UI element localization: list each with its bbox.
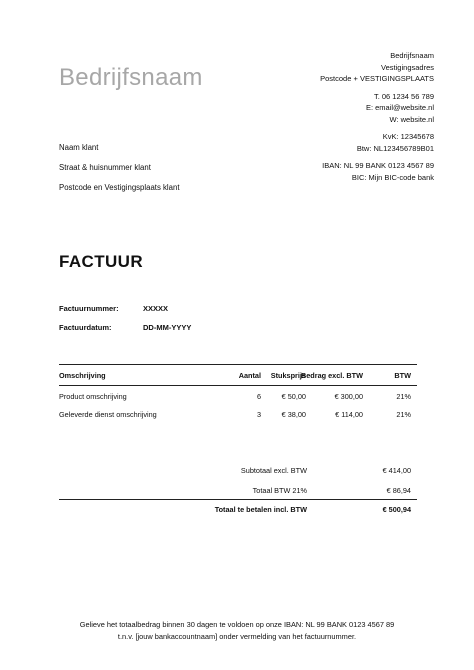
vat-total-label: Totaal BTW 21% xyxy=(252,486,307,495)
invoice-number-row xyxy=(59,304,168,313)
table-row xyxy=(59,404,417,422)
footer-line-1: Gelieve het totaalbedrag binnen 30 dagen te voldoen op onze IBAN: NL 99 BANK 0123 4567 89 xyxy=(79,620,395,629)
grand-total-value: € 500,94 xyxy=(382,505,411,514)
invoice-date-value: DD-MM-YYYY xyxy=(143,323,192,332)
invoice-title: FACTUUR xyxy=(59,252,144,271)
row-unit-price: € 38,00 xyxy=(281,410,306,419)
client-details xyxy=(59,142,180,202)
table-row xyxy=(59,386,417,404)
row-unit-price: € 50,00 xyxy=(281,392,306,401)
company-bic: BIC: Mijn BIC-code bank xyxy=(351,172,434,182)
row-quantity: 3 xyxy=(256,410,261,419)
company-phone: T. 06 1234 56 789 xyxy=(373,91,434,101)
subtotal-row xyxy=(59,461,417,479)
invoice-date-label: Factuurdatum: xyxy=(59,323,112,332)
company-website: W: website.nl xyxy=(389,114,434,124)
brand-name: Bedrijfsnaam xyxy=(59,64,203,91)
subtotal-value: € 414,00 xyxy=(382,466,411,475)
row-quantity: 6 xyxy=(256,392,261,401)
vat-total-row xyxy=(59,481,417,499)
company-name: Bedrijfsnaam xyxy=(390,51,434,60)
grand-total-row xyxy=(59,499,417,518)
company-btw: Btw: NL123456789B01 xyxy=(356,143,434,153)
invoice-number-label: Factuurnummer: xyxy=(59,304,119,313)
grand-total-label: Totaal te betalen incl. BTW xyxy=(214,505,307,514)
invoice-number-value: XXXXX xyxy=(143,304,169,313)
header-quantity: Aantal xyxy=(238,371,261,380)
company-email: E: email@website.nl xyxy=(365,103,434,112)
row-description: Geleverde dienst omschrijving xyxy=(59,410,157,419)
row-vat: 21% xyxy=(396,410,411,419)
company-city: Postcode + VESTIGINGSPLAATS xyxy=(320,74,434,83)
client-city: Postcode en Vestigingsplaats klant xyxy=(59,183,180,192)
row-amount: € 114,00 xyxy=(335,410,363,419)
company-kvk: KvK: 12345678 xyxy=(382,132,434,141)
header-unit-price: Stuksprijs xyxy=(270,371,306,380)
header-vat: BTW xyxy=(394,371,411,380)
header-amount-excl-vat: Bedrag excl. BTW xyxy=(300,371,363,380)
client-street: Straat & huisnummer klant xyxy=(59,163,151,172)
row-description: Product omschrijving xyxy=(59,392,127,401)
subtotal-label: Subtotaal excl. BTW xyxy=(240,466,307,475)
table-header xyxy=(59,364,417,386)
company-details xyxy=(320,50,434,183)
company-iban: IBAN: NL 99 BANK 0123 4567 89 xyxy=(322,161,434,170)
invoice-date-row xyxy=(59,323,191,332)
row-vat: 21% xyxy=(396,392,411,401)
row-amount: € 300,00 xyxy=(334,392,363,401)
client-name: Naam klant xyxy=(59,143,99,152)
payment-instructions xyxy=(0,619,474,643)
vat-total-value: € 86,94 xyxy=(386,486,411,495)
header-description: Omschrijving xyxy=(59,371,106,380)
footer-line-2: t.n.v. [jouw bankaccountnaam] onder vermelding van het factuurnummer. xyxy=(117,632,357,641)
company-address: Vestigingsadres xyxy=(381,62,434,72)
